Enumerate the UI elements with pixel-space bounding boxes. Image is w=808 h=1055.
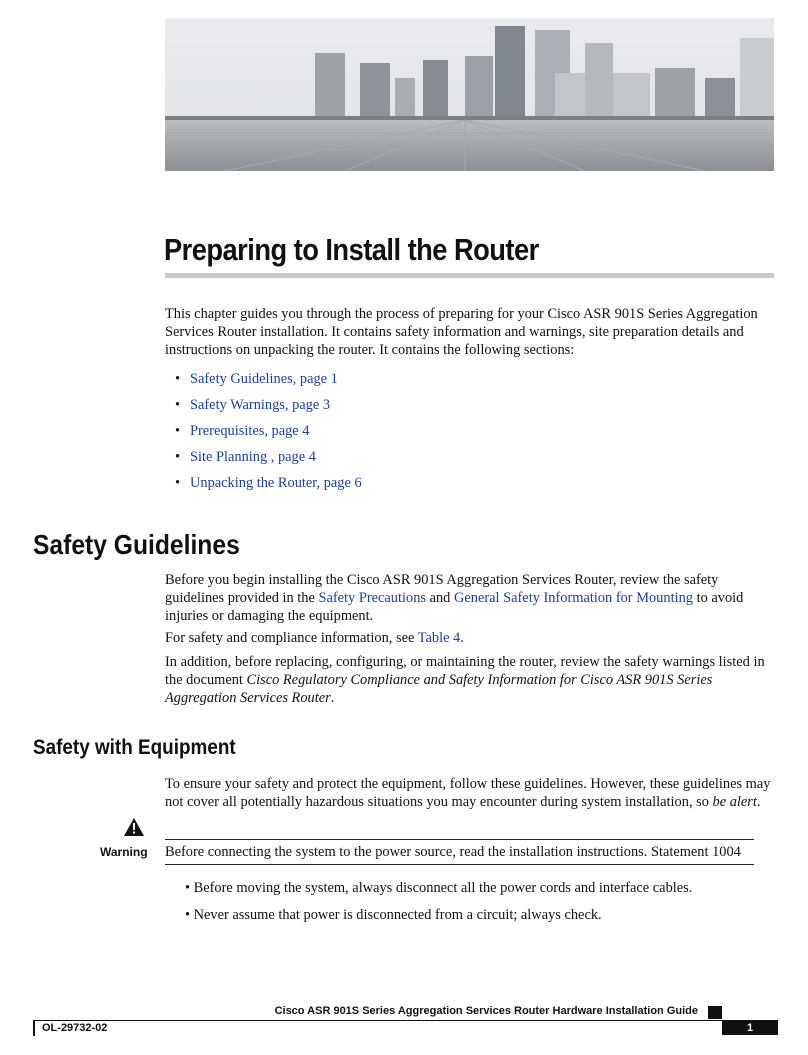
section-link[interactable]: Safety Warnings, page 3: [190, 397, 331, 413]
safety-equipment-paragraph: To ensure your safety and protect the equipment, follow these guidelines. However, these guidelines may not cover all potentially hazardous situations you may encounter during system installation, so be alert.: [165, 776, 771, 810]
warning-bottom-rule: [165, 864, 754, 865]
footer-left-bar: [33, 1020, 35, 1036]
general-safety-link[interactable]: General Safety Information for Mounting: [453, 590, 693, 606]
warning-text: Before connecting the system to the power source, read the installation instructions. Statement 1004: [165, 844, 741, 860]
list-item: • Before moving the system, always disconnect all the power cords and interface cables.: [185, 880, 693, 896]
safety-guidelines-paragraph-2: For safety and compliance information, see Table 4.: [165, 630, 464, 646]
warning-top-rule: [165, 839, 754, 840]
footer-doc-number: OL-29732-02: [42, 1022, 108, 1034]
section-list: [175, 370, 362, 500]
list-item[interactable]: • Safety Guidelines, page 1: [175, 371, 338, 387]
safety-guidelines-paragraph-1: Before you begin installing the Cisco ASR 901S Aggregation Services Router, review the safety guidelines provided in the Safety Precautions and General Safety Information for Mounting to avoid injuries or damaging the equipment.: [165, 572, 744, 624]
footer-rule: [33, 1020, 778, 1021]
footer-tab-mark: [708, 1006, 722, 1019]
list-item[interactable]: • Site Planning , page 4: [175, 449, 316, 465]
header-cityscape-image: [165, 18, 774, 171]
footer-page-number: 1: [722, 1021, 778, 1035]
equipment-bullet-list: [185, 879, 692, 933]
warning-label: Warning: [100, 845, 148, 859]
list-item[interactable]: • Unpacking the Router, page 6: [175, 475, 362, 491]
footer-guide-title: Cisco ASR 901S Series Aggregation Services Router Hardware Installation Guide: [274, 1005, 698, 1017]
section-link[interactable]: Site Planning , page 4: [190, 449, 316, 465]
section-link[interactable]: Prerequisites, page 4: [190, 423, 310, 439]
list-item[interactable]: • Safety Warnings, page 3: [175, 397, 331, 413]
table-4-link[interactable]: Table 4: [417, 630, 461, 646]
list-item[interactable]: • Prerequisites, page 4: [175, 423, 310, 439]
warning-icon: [124, 818, 144, 836]
list-item: • Never assume that power is disconnected from a circuit; always check.: [185, 907, 602, 923]
section-link[interactable]: Safety Guidelines, page 1: [190, 371, 338, 387]
chapter-title: Preparing to Install the Router: [164, 232, 539, 267]
section-link[interactable]: Unpacking the Router, page 6: [190, 475, 362, 491]
safety-precautions-link[interactable]: Safety Precautions: [318, 590, 426, 606]
heading-safety-with-equipment: Safety with Equipment: [33, 736, 236, 759]
safety-guidelines-paragraph-3: In addition, before replacing, configuring, or maintaining the router, review the safety warnings listed in the document Cisco Regulatory Compliance and Safety Information for Cisco ASR 901S Series Aggregation Services Router.: [165, 654, 765, 706]
heading-safety-guidelines: Safety Guidelines: [33, 529, 240, 560]
title-divider: [165, 273, 774, 278]
chapter-intro: This chapter guides you through the process of preparing for your Cisco ASR 901S Series Aggregation Services Router installation. It contains safety information and warnings, site preparation details and instructions on unpacking the router. It contains the following sections:: [165, 306, 758, 358]
